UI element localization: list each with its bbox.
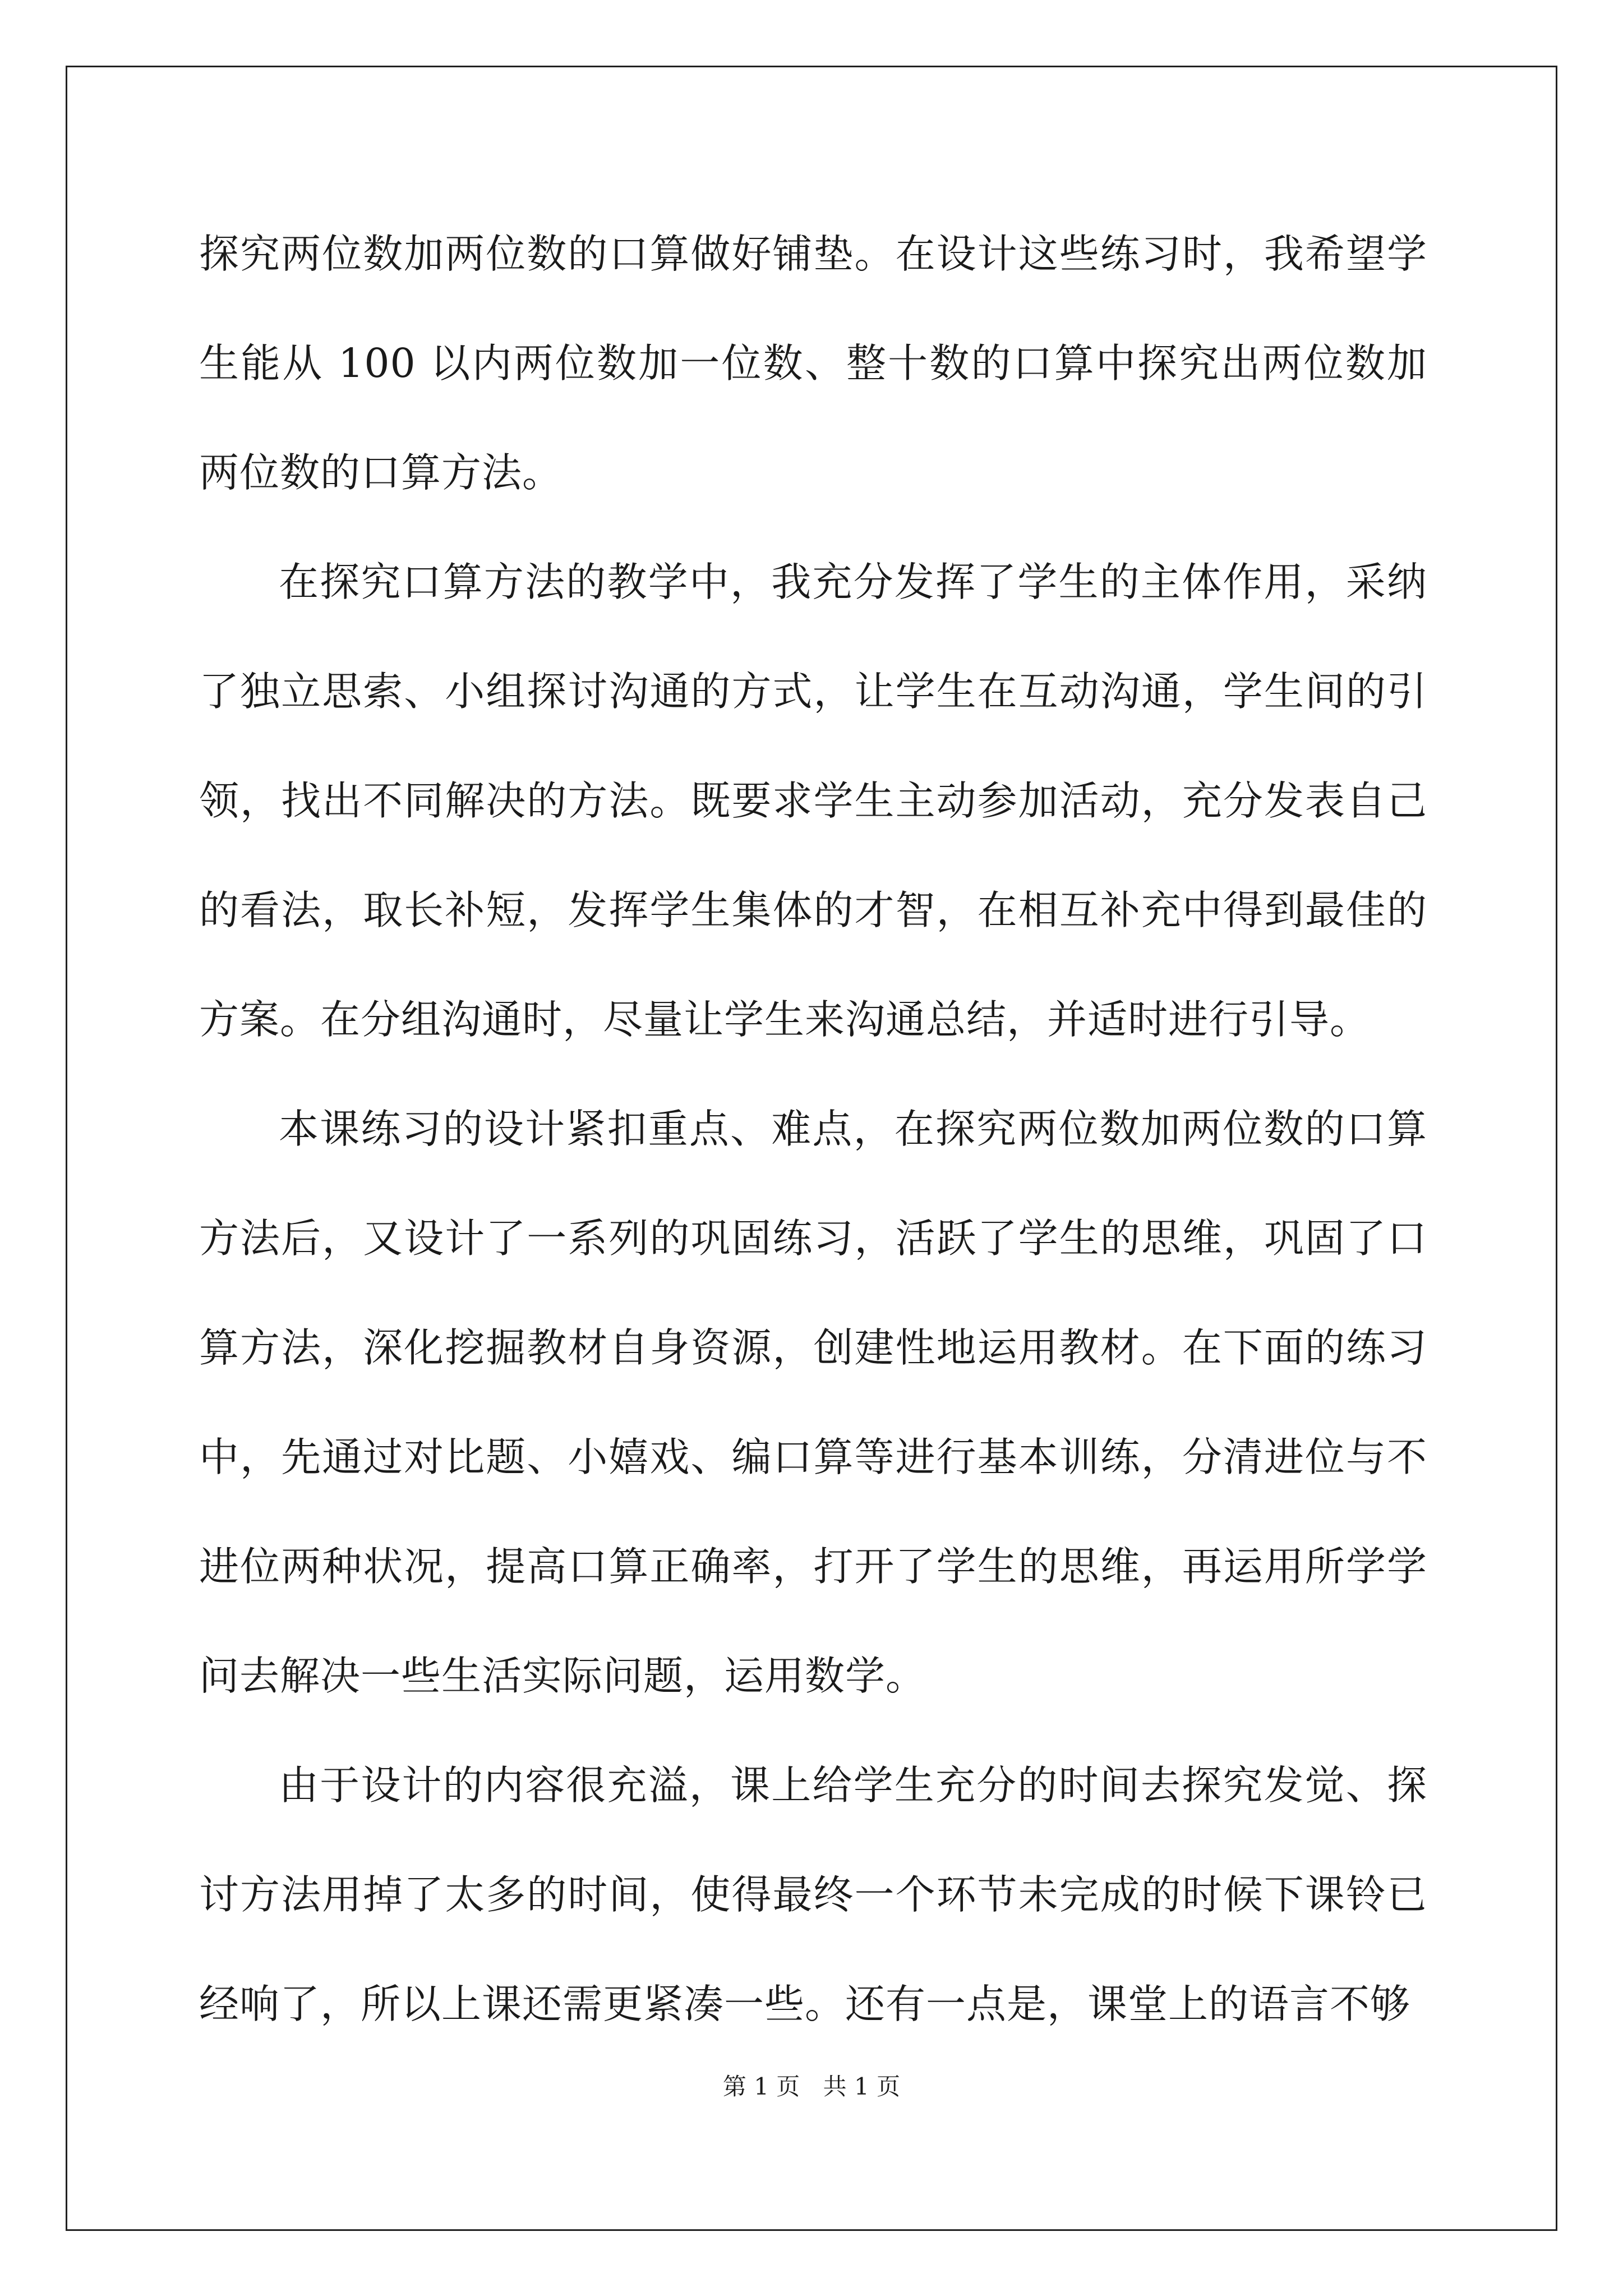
paragraph-4: 由于设计的内容很充溢，课上给学生充分的时间去探究发觉、探讨方法用掉了太多的时间，使得最终一个环节未完成的时候下课铃已经响了，所以上课还需更紧凑一些。还有一点是，课堂上的语言不够	[199, 1762, 1427, 2027]
paragraph-3: 本课练习的设计紧扣重点、难点，在探究两位数加两位数的口算方法后，又设计了一系列的巩固练习，活跃了学生的思维，巩固了口算方法，深化挖掘教材自身资源，创建性地运用教材。在下面的练习中，先通过对比题、小嬉戏、编口算等进行基本训练，分清进位与不进位两种状况，提高口算正确率，打开了学生的思维，再运用所学学问去解决一些生活实际问题，运用数学。	[199, 1106, 1427, 1699]
page-footer	[0, 2070, 1623, 2104]
page-number: 第 1 页	[722, 2073, 800, 2100]
document-body	[199, 199, 1427, 2059]
paragraph-2: 在探究口算方法的教学中，我充分发挥了学生的主体作用，采纳了独立思索、小组探讨沟通的方式，让学生在互动沟通，学生间的引领，找出不同解决的方法。既要求学生主动参加活动，充分发表自己的看法，取长补短，发挥学生集体的才智，在相互补充中得到最佳的方案。在分组沟通时，尽量让学生来沟通总结，并适时进行引导。	[199, 559, 1427, 1043]
paragraph-1: 探究两位数加两位数的口算做好铺垫。在设计这些练习时，我希望学生能从 100 以内两位数加一位数、整十数的口算中探究出两位数加两位数的口算方法。	[199, 231, 1427, 496]
page-total: 共 1 页	[823, 2073, 901, 2100]
